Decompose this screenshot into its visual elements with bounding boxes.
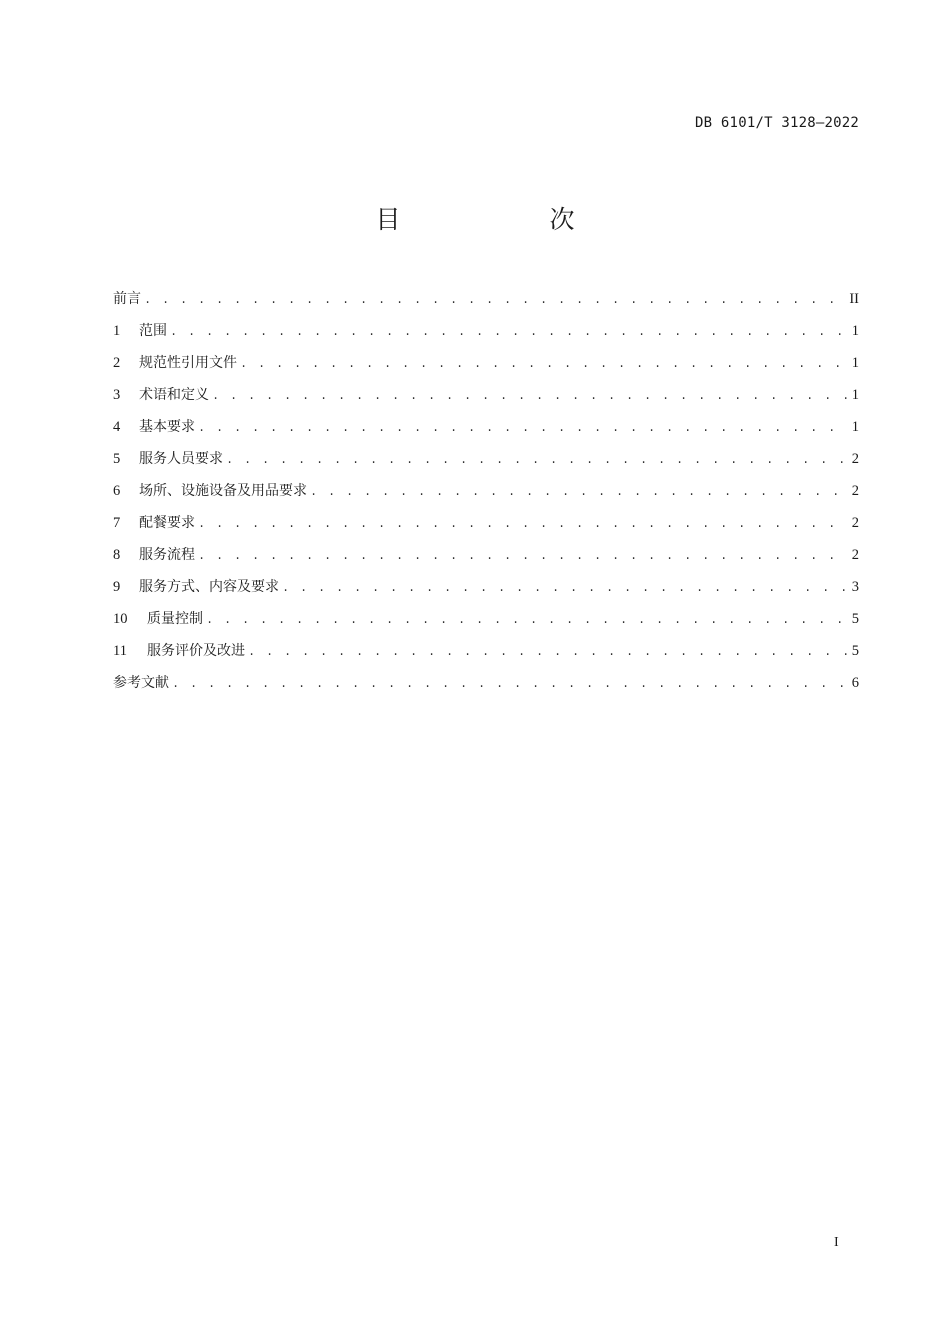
toc-entry-catering-requirements[interactable] <box>113 507 859 539</box>
toc-entry-text: 服务方式、内容及要求 <box>139 579 279 595</box>
document-code: DB 6101/T 3128—2022 <box>695 115 859 131</box>
toc-entry-text: 场所、设施设备及用品要求 <box>139 483 307 499</box>
toc-entry-page: 2 <box>851 483 859 499</box>
toc-dot-leader <box>206 604 848 636</box>
toc-entry-page: 1 <box>851 419 859 435</box>
toc-dot-leader <box>248 636 848 668</box>
toc-entry-service-process[interactable] <box>113 539 859 571</box>
toc-dot-leader <box>282 572 848 604</box>
toc-entry-number: 10 <box>113 611 128 627</box>
toc-entry-text: 术语和定义 <box>139 387 209 403</box>
toc-entry-number: 6 <box>113 483 121 499</box>
toc-entry-quality-control[interactable] <box>113 603 859 635</box>
toc-entry-number: 9 <box>113 579 121 595</box>
toc-entry-page: 1 <box>851 355 859 371</box>
toc-entry-foreword[interactable] <box>113 283 859 315</box>
toc-entry-text: 服务评价及改进 <box>147 643 245 659</box>
toc-entry-terms-definitions[interactable] <box>113 379 859 411</box>
toc-entry-page: 2 <box>851 515 859 531</box>
toc-entry-number: 8 <box>113 547 121 563</box>
toc-dot-leader <box>240 348 848 380</box>
toc-entry-text: 规范性引用文件 <box>139 355 237 371</box>
toc-entry-text: 范围 <box>139 323 167 339</box>
toc-entry-evaluation-improvement[interactable] <box>113 635 859 667</box>
page-number: I <box>834 1235 839 1250</box>
toc-entry-number: 1 <box>113 323 121 339</box>
toc-entry-bibliography[interactable] <box>113 667 859 699</box>
toc-entry-text: 配餐要求 <box>139 515 195 531</box>
toc-dot-leader <box>212 380 848 412</box>
toc-entry-text: 质量控制 <box>147 611 203 627</box>
toc-entry-basic-requirements[interactable] <box>113 411 859 443</box>
toc-entry-number: 4 <box>113 419 121 435</box>
toc-entry-page: II <box>849 291 859 307</box>
toc-dot-leader <box>310 476 848 508</box>
toc-entry-page: 5 <box>851 611 859 627</box>
toc-entry-service-methods[interactable] <box>113 571 859 603</box>
toc-entry-page: 2 <box>851 451 859 467</box>
toc-entry-number: 3 <box>113 387 121 403</box>
toc-dot-leader <box>226 444 848 476</box>
toc-entry-facilities-requirements[interactable] <box>113 475 859 507</box>
toc-entry-page: 2 <box>851 547 859 563</box>
toc-dot-leader <box>170 316 848 348</box>
toc-dot-leader <box>198 540 848 572</box>
toc-entry-number: 2 <box>113 355 121 371</box>
toc-dot-leader <box>198 412 848 444</box>
toc-entry-number: 5 <box>113 451 121 467</box>
toc-entry-text: 服务人员要求 <box>139 451 223 467</box>
toc-entry-text: 基本要求 <box>139 419 195 435</box>
toc-entry-text: 服务流程 <box>139 547 195 563</box>
toc-entry-page: 6 <box>851 675 859 691</box>
toc-dot-leader <box>144 284 845 316</box>
table-of-contents <box>113 283 859 699</box>
toc-entry-number: 11 <box>113 643 127 659</box>
toc-title: 目 次 <box>375 205 637 234</box>
toc-entry-staff-requirements[interactable] <box>113 443 859 475</box>
toc-entry-text: 前言 <box>113 291 141 307</box>
toc-entry-text: 参考文献 <box>113 675 169 691</box>
toc-entry-normative-references[interactable] <box>113 347 859 379</box>
toc-entry-page: 3 <box>851 579 859 595</box>
toc-entry-page: 1 <box>851 387 859 403</box>
toc-entry-page: 5 <box>851 643 859 659</box>
toc-entry-page: 1 <box>851 323 859 339</box>
toc-entry-scope[interactable] <box>113 315 859 347</box>
toc-entry-number: 7 <box>113 515 121 531</box>
toc-dot-leader <box>198 508 848 540</box>
toc-dot-leader <box>172 668 848 700</box>
